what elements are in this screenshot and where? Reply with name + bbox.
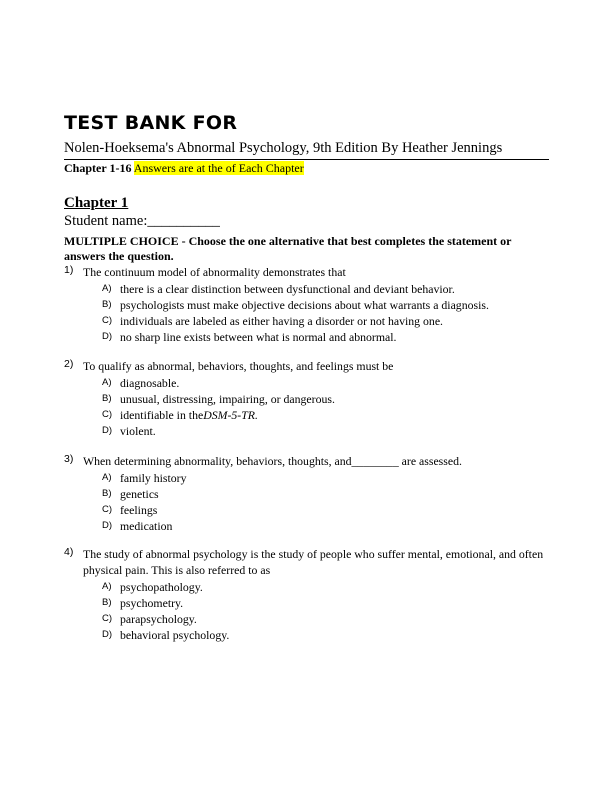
option-text: no sharp line exists between what is normal and abnormal. — [120, 330, 397, 344]
chapter-range-line — [64, 161, 304, 176]
option-text: individuals are labeled as either having a disorder or not having one. — [120, 314, 444, 328]
answer-option-c — [102, 611, 544, 627]
option-letter: D) — [102, 520, 113, 531]
answer-option-d — [102, 329, 544, 345]
option-text: violent. — [120, 424, 156, 438]
option-text: psychopathology. — [120, 580, 203, 594]
option-text-prefix: identifiable in the — [120, 408, 204, 422]
answer-option-a — [102, 470, 544, 486]
option-letter: C) — [102, 504, 113, 515]
question-number: 2) — [64, 358, 74, 370]
option-text: unusual, distressing, impairing, or dangerous. — [120, 392, 335, 406]
student-name-line: Student name:__________ — [64, 213, 220, 229]
option-letter: C) — [102, 613, 113, 624]
question-number: 4) — [64, 546, 74, 558]
chapter-heading: Chapter 1 — [64, 195, 129, 211]
question-3 — [64, 453, 544, 534]
answer-option-d — [102, 423, 544, 439]
question-text: The continuum model of abnormality demonstrates that — [83, 265, 346, 279]
answer-options — [102, 375, 544, 439]
answer-option-a — [102, 375, 544, 391]
answer-options — [102, 579, 544, 643]
option-text: genetics — [120, 487, 159, 501]
option-text-suffix: . — [255, 408, 258, 422]
answer-options — [102, 281, 544, 345]
question-number: 1) — [64, 264, 74, 276]
option-letter: B) — [102, 488, 112, 499]
option-letter: B) — [102, 597, 112, 608]
answer-option-b — [102, 595, 544, 611]
chapter-range: Chapter 1-16 — [64, 161, 132, 175]
option-text: medication — [120, 519, 173, 533]
answer-option-b — [102, 297, 544, 313]
answer-option-c — [102, 502, 544, 518]
option-letter: C) — [102, 409, 113, 420]
answer-option-c — [102, 313, 544, 329]
answer-options — [102, 470, 544, 534]
option-letter: A) — [102, 472, 112, 483]
option-text: there is a clear distinction between dysfunctional and deviant behavior. — [120, 282, 455, 296]
answers-note-highlight: Answers are at the of Each Chapter — [133, 161, 304, 175]
option-text: family history — [120, 471, 187, 485]
answer-option-a — [102, 281, 544, 297]
document-title: TEST BANK FOR — [64, 112, 238, 134]
option-text: feelings — [120, 503, 158, 517]
option-letter: D) — [102, 331, 113, 342]
option-letter: A) — [102, 377, 112, 388]
option-text: psychometry. — [120, 596, 184, 610]
question-text: To qualify as abnormal, behaviors, thoughts, and feelings must be — [83, 359, 394, 373]
option-text: parapsychology. — [120, 612, 197, 626]
answer-option-a — [102, 579, 544, 595]
question-2 — [64, 358, 544, 439]
option-letter: D) — [102, 425, 113, 436]
multiple-choice-instructions: MULTIPLE CHOICE - Choose the one alternative that best completes the statement or answers the question. — [64, 234, 512, 263]
answer-option-b — [102, 391, 544, 407]
dsm-title: DSM-5-TR — [203, 408, 255, 422]
answer-option-d — [102, 627, 544, 643]
answer-option-b — [102, 486, 544, 502]
book-subtitle: Nolen-Hoeksema's Abnormal Psychology, 9th Edition By Heather Jennings — [64, 140, 503, 156]
question-4 — [64, 546, 544, 643]
option-letter: B) — [102, 393, 112, 404]
option-text — [120, 407, 544, 423]
answer-option-c — [102, 407, 544, 423]
option-letter: C) — [102, 315, 113, 326]
title-rule — [64, 159, 549, 160]
option-text: diagnosable. — [120, 376, 180, 390]
question-1 — [64, 264, 544, 345]
question-number: 3) — [64, 453, 74, 465]
question-text: The study of abnormal psychology is the study of people who suffer mental, emotional, and often physical pain. This is also referred to as — [83, 547, 544, 577]
option-letter: A) — [102, 283, 112, 294]
option-letter: D) — [102, 629, 113, 640]
question-text: When determining abnormality, behaviors, thoughts, and________ are assessed. — [83, 454, 462, 468]
answer-option-d — [102, 518, 544, 534]
option-text: psychologists must make objective decisions about what warrants a diagnosis. — [120, 298, 489, 312]
option-letter: B) — [102, 299, 112, 310]
option-text: behavioral psychology. — [120, 628, 230, 642]
option-letter: A) — [102, 581, 112, 592]
